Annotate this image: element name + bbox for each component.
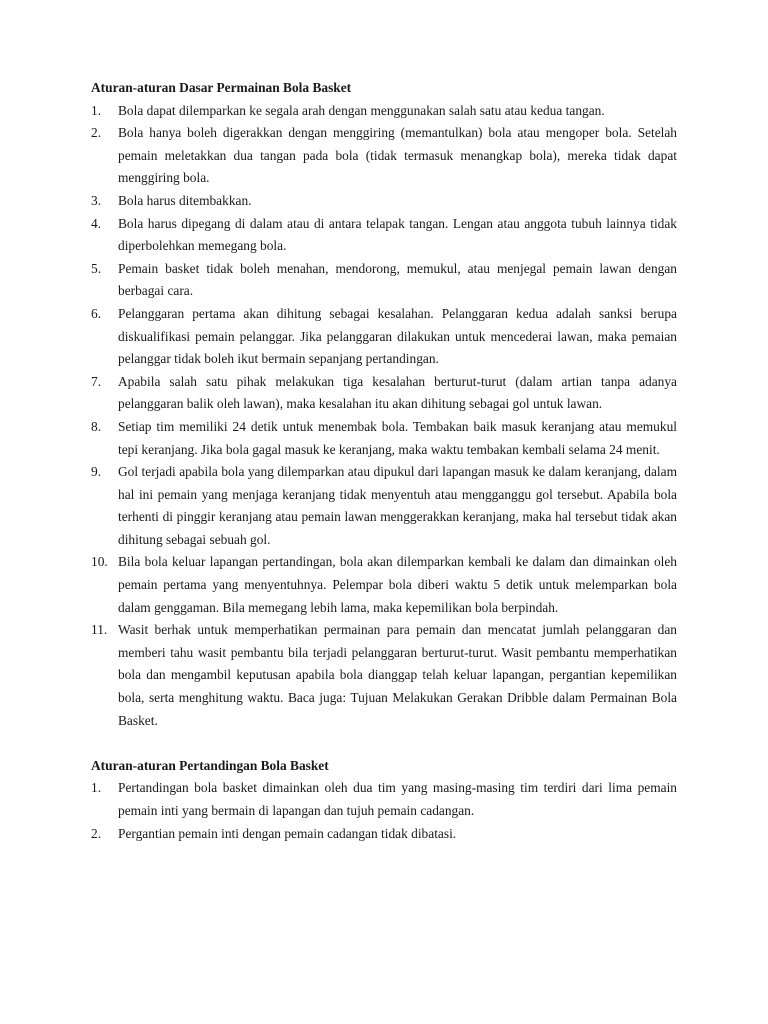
list-item <box>91 303 677 371</box>
item-number: 11. <box>91 622 108 638</box>
item-number: 6. <box>91 305 102 321</box>
section-heading-match-rules: Aturan-aturan Pertandingan Bola Basket <box>91 757 329 773</box>
item-number: 1. <box>91 780 102 796</box>
item-number: 5. <box>91 260 102 276</box>
item-number: 3. <box>91 192 102 208</box>
item-number: 2. <box>91 825 102 841</box>
list-item <box>91 461 677 551</box>
list-item <box>91 619 677 732</box>
list-item <box>91 213 677 258</box>
list-item <box>91 777 677 822</box>
item-text: Bola hanya boleh digerakkan dengan menggiring (memantulkan) bola atau mengoper bola. Setelah pemain meletakkan dua tangan pada bola (tidak termasuk menangkap bola), mereka tidak dapat menggiring bola. <box>118 125 677 186</box>
item-number: 9. <box>91 464 102 480</box>
item-text: Pelanggaran pertama akan dihitung sebagai kesalahan. Pelanggaran kedua adalah sanksi berupa diskualifikasi pemain pelanggar. Jika pelanggaran dilakukan untuk mencederai lawan, maka pemaian pelanggar tidak boleh ikut bermain sepanjang pertandingan. <box>118 305 677 367</box>
item-number: 1. <box>91 102 102 118</box>
document-page <box>91 77 677 845</box>
item-number: 10. <box>91 554 108 570</box>
list-item <box>91 258 677 303</box>
section-spacer <box>91 732 677 755</box>
item-number: 7. <box>91 373 102 389</box>
item-text: Bila bola keluar lapangan pertandingan, bola akan dilemparkan kembali ke dalam dan dimainkan oleh pemain pertama yang menyentuhnya. Pelempar bola diberi waktu 5 detik untuk melemparkan bola dalam genggaman. Bila memegang lebih lama, maka kepemilikan bola berpindah. <box>118 554 677 615</box>
section-heading-basic-rules: Aturan-aturan Dasar Permainan Bola Basket <box>91 80 352 95</box>
item-text: Pergantian pemain inti dengan pemain cadangan tidak dibatasi. <box>118 825 457 841</box>
list-item <box>91 551 677 619</box>
list-item <box>91 100 677 123</box>
list-item <box>91 416 677 461</box>
list-item <box>91 371 677 416</box>
list-item <box>91 122 677 190</box>
item-text: Setiap tim memiliki 24 detik untuk menembak bola. Tembakan baik masuk keranjang atau memukul tepi keranjang. Jika bola gagal masuk ke keranjang, maka waktu tembakan kembali selama 24 menit. <box>118 418 677 457</box>
item-text: Gol terjadi apabila bola yang dilemparkan atau dipukul dari lapangan masuk ke dalam keranjang, dalam hal ini pemain yang menjaga keranjang tidak menyentuh atau mengganggu gol tersebut. Apabila bola terhenti di pinggir keranjang atau pemain lawan menggerakkan keranjang, maka hal tersebut tidak akan dihitung sebagai sebuah gol. <box>118 464 677 547</box>
list-item <box>91 823 677 846</box>
list-item <box>91 190 677 213</box>
item-number: 4. <box>91 215 102 231</box>
match-rules-list <box>91 777 677 845</box>
item-text: Bola harus ditembakkan. <box>118 192 252 208</box>
item-text: Bola dapat dilemparkan ke segala arah dengan menggunakan salah satu atau kedua tangan. <box>118 102 605 118</box>
item-text: Bola harus dipegang di dalam atau di antara telapak tangan. Lengan atau anggota tubuh lainnya tidak diperbolehkan memegang bola. <box>118 215 677 254</box>
item-text: Wasit berhak untuk memperhatikan permainan para pemain dan mencatat jumlah pelanggaran dan memberi tahu wasit pembantu bila terjadi pelanggaran berturut-turut. Wasit pembantu memperhatikan bola dan mengambil keputusan apabila bola dianggap telah keluar lapangan, pergantian kepemilikan bola, serta menghitung waktu. Baca juga: Tujuan Melakukan Gerakan Dribble dalam Permainan Bola Basket. <box>118 622 677 728</box>
basic-rules-list <box>91 100 677 733</box>
item-text: Pertandingan bola basket dimainkan oleh dua tim yang masing-masing tim terdiri dari lima pemain pemain inti yang bermain di lapangan dan tujuh pemain cadangan. <box>118 780 677 818</box>
item-number: 2. <box>91 125 102 141</box>
item-text: Apabila salah satu pihak melakukan tiga kesalahan berturut-turut (dalam artian tanpa adanya pelanggaran balik oleh lawan), maka kesalahan itu akan dihitung sebagai gol untuk lawan. <box>118 373 677 412</box>
item-number: 8. <box>91 418 102 434</box>
item-text: Pemain basket tidak boleh menahan, mendorong, memukul, atau menjegal pemain lawan dengan berbagai cara. <box>118 260 677 299</box>
